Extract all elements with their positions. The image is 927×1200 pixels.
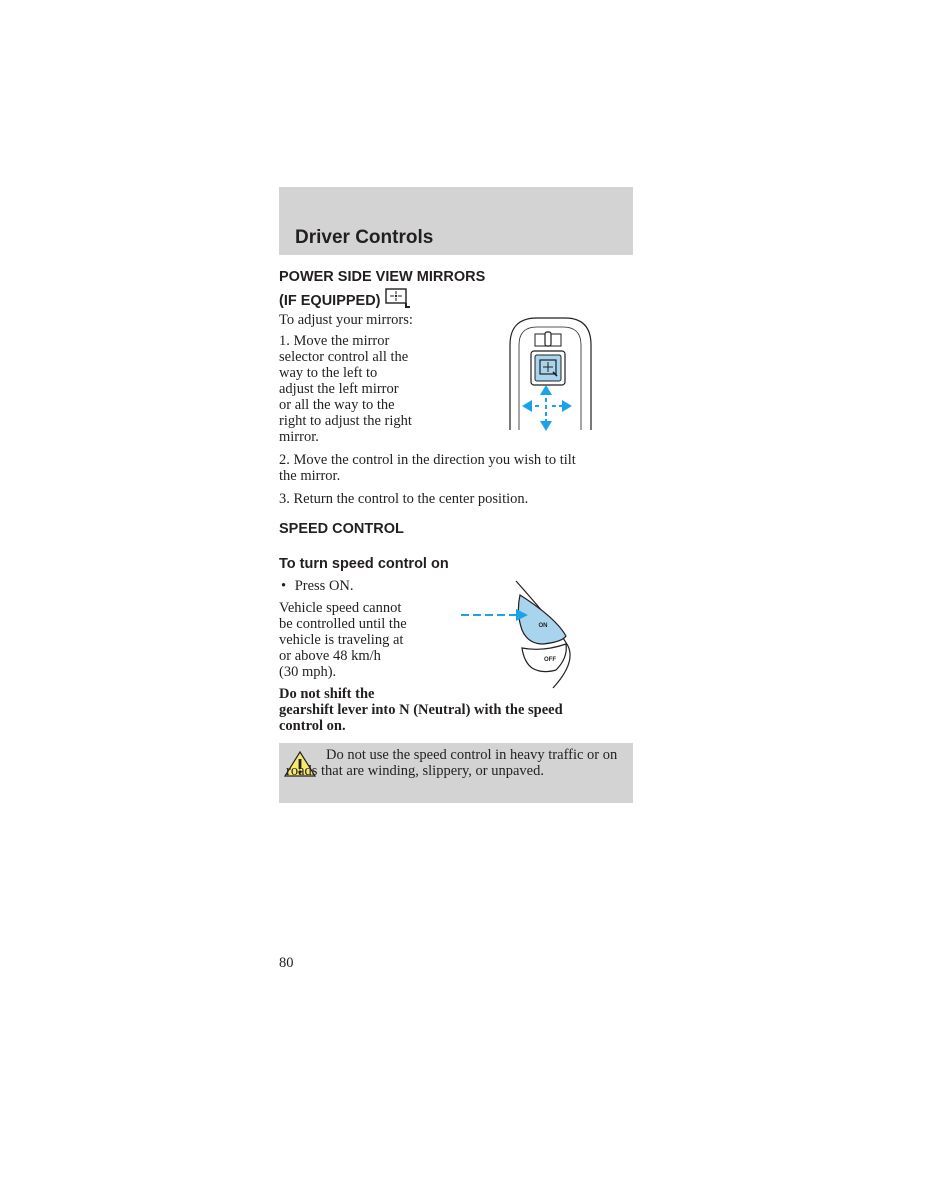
bullet-text: Press ON.	[294, 578, 354, 594]
speed-control-illustration	[458, 578, 578, 693]
warning-text: Do not use the speed control in heavy traffic or on roads that are winding, slippery, or unpaved.	[286, 747, 618, 779]
press-arrow-icon	[461, 609, 528, 621]
step1-line: right to adjust the right	[279, 413, 412, 429]
speed-paragraph	[279, 600, 407, 680]
mirrors-step1	[279, 333, 412, 445]
press-on-bullet	[281, 578, 354, 594]
speed-para-line: be controlled until the	[279, 616, 407, 632]
bold-line: control on.	[279, 718, 346, 734]
bold-line: gearshift lever into N (Neutral) with the speed	[279, 702, 563, 718]
on-button-label: ON	[538, 623, 548, 629]
mirror-symbol-icon	[385, 288, 411, 308]
bullet-dot: •	[281, 578, 287, 594]
step2-line: 2. Move the control in the direction you wish to tilt	[279, 452, 576, 468]
warning-box	[279, 743, 633, 803]
mirror-control-illustration	[505, 315, 595, 433]
speed-para-line: (30 mph).	[279, 664, 337, 680]
speed-control-heading: SPEED CONTROL	[279, 521, 404, 537]
step2-line: the mirror.	[279, 468, 341, 484]
speed-para-line: Vehicle speed cannot	[279, 600, 402, 616]
off-button-label: OFF	[544, 657, 556, 663]
tilt-direction-arrows-icon	[522, 385, 572, 431]
mirrors-step2	[279, 452, 576, 484]
step1-line: mirror.	[279, 429, 319, 445]
mirrors-heading-line1: POWER SIDE VIEW MIRRORS	[279, 269, 486, 285]
step1-line: way to the left to	[279, 365, 378, 381]
page-title: Driver Controls	[295, 227, 434, 248]
step1-line: 1. Move the mirror	[279, 333, 390, 349]
mirrors-heading-line2	[279, 288, 485, 310]
bold-line: Do not shift the	[279, 686, 375, 702]
step1-line: or all the way to the	[279, 397, 395, 413]
mirrors-heading-line2-text: (IF EQUIPPED)	[279, 293, 381, 309]
on-button	[518, 595, 566, 644]
speed-control-subheading: To turn speed control on	[279, 556, 449, 572]
mirrors-intro: To adjust your mirrors:	[279, 312, 413, 328]
neutral-warning-bold	[279, 686, 563, 734]
page-number: 80	[279, 955, 294, 971]
mirrors-step3: 3. Return the control to the center position.	[279, 491, 529, 507]
step1-line: selector control all the	[279, 349, 409, 365]
step1-line: adjust the left mirror	[279, 381, 399, 397]
speed-para-line: vehicle is traveling at	[279, 632, 404, 648]
speed-para-line: or above 48 km/h	[279, 648, 381, 664]
mirrors-heading	[279, 269, 485, 310]
